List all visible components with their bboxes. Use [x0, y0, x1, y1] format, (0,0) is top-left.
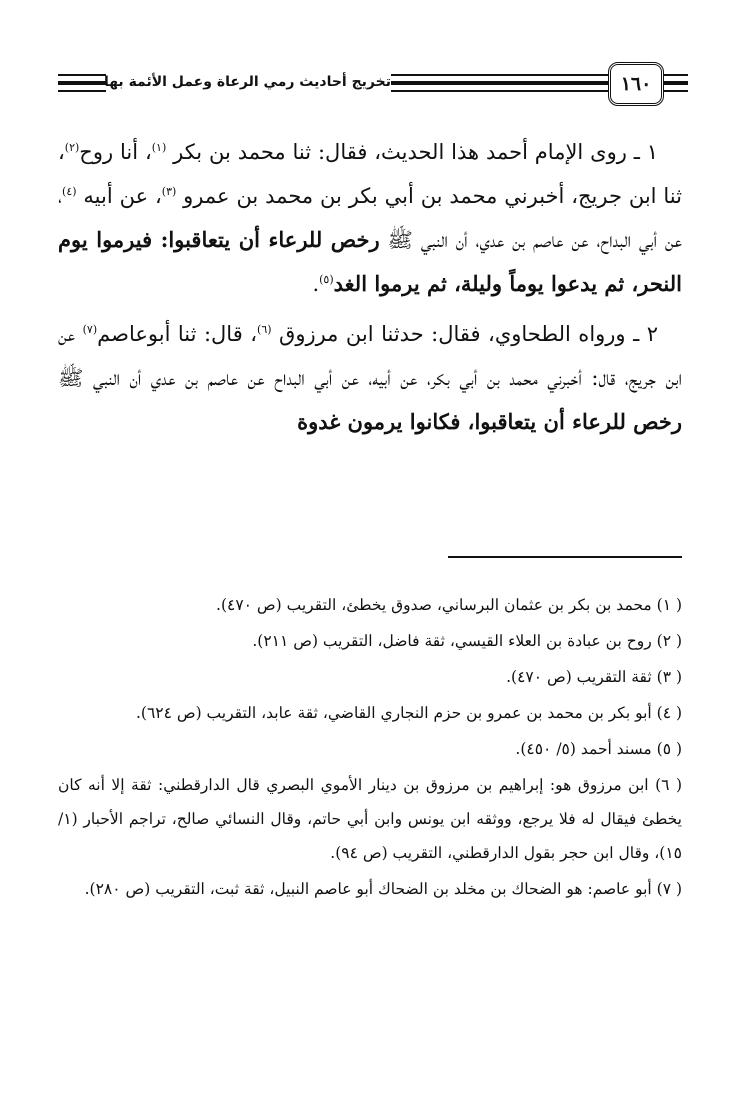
text-segment: ١ ـ روى الإمام أحمد هذا الحديث، فقال: ثنا محمد بن بكر [166, 140, 659, 164]
text-segment: . [312, 272, 320, 296]
footnote-3: ( ٣) ثقة التقريب (ص ٤٧٠). [506, 668, 682, 686]
footnote-4: ( ٤) أبو بكر بن محمد بن عمرو بن حزم النجاري القاضي، ثقة عابد، التقريب (ص ٦٢٤). [135, 704, 682, 722]
footnote-5: ( ٥) مسند أحمد (٥/ ٤٥٠). [515, 740, 682, 758]
main-text [58, 130, 682, 444]
text-segment: ، أنا روح [79, 140, 152, 164]
page-header [58, 62, 688, 106]
footnote-7: ( ٧) أبو عاصم: هو الضحاك بن مخلد بن الضحاك أبو عاصم النبيل، ثقة ثبت، التقريب (ص ٢٨٠). [84, 880, 682, 898]
footnote-ref-4[interactable]: (٤) [62, 185, 77, 198]
text-segment: ، قال: ثنا أبوعاصم [97, 322, 258, 346]
paragraph-1 [58, 130, 682, 306]
footnotes [58, 588, 682, 906]
running-title: تخريج أحاديث رمي الرعاة وعمل الأئمة بها [106, 70, 391, 94]
footnote-ref-6[interactable]: (٦) [257, 323, 272, 336]
footnote-ref-5[interactable]: (٥) [319, 273, 334, 286]
text-segment: ، عن أبي البداح، عن عاصم بن عدي، أن النبي ﷺ [58, 184, 682, 252]
page-number: ١٦٠ [608, 62, 664, 106]
footnote-ref-1[interactable]: (١) [151, 141, 167, 154]
text-segment: ، عن أبيه [76, 184, 162, 208]
paragraph-2 [58, 312, 682, 444]
footnote-ref-3[interactable]: (٣) [161, 185, 177, 198]
hadith-text: رخص للرعاء أن يتعاقبوا: فيرموا يوم النحر، ثم يدعوا يوماً وليلة، ثم يرموا الغد [58, 227, 682, 296]
footnote-6: ( ٦) ابن مرزوق هو: إبراهيم بن مرزوق بن دينار الأموي البصري قال الدارقطني: ثقة إلا أنه كان يخطئ فيقال له فلا يرجع، ووثقه ابن يونس وابن أبي حاتم، وقال النسائي صالح، تراجم الأحبار (١/ ١٥)، وقال ابن حجر بقول الدارقطني، التقريب (ص ٩٤). [58, 776, 682, 862]
footnote-divider [448, 556, 682, 558]
text-segment: ٢ ـ ورواه الطحاوي، فقال: حدثنا ابن مرزوق [271, 322, 658, 346]
text-segment: ، ثنا ابن جريج، أخبرني محمد بن أبي بكر بن محمد بن عمرو [58, 140, 682, 208]
text-segment: عن ابن جريج، قال: أخبرني محمد بن أبي بكر، عن أبيه، عن أبي البداح عن عاصم بن عدي أن النبي ﷺ [58, 322, 682, 390]
footnote-2: ( ٢) روح بن عبادة بن العلاء القيسي، ثقة فاضل، التقريب (ص ٢١١). [252, 632, 682, 650]
footnote-ref-7[interactable]: (٧) [82, 323, 98, 336]
footnote-1: ( ١) محمد بن بكر بن عثمان البرساني، صدوق يخطئ، التقريب (ص ٤٧٠). [216, 596, 682, 614]
footnote-ref-2[interactable]: (٢) [64, 141, 80, 154]
hadith-text: رخص للرعاء أن يتعاقبوا، فكانوا يرمون غدوة [297, 409, 682, 434]
